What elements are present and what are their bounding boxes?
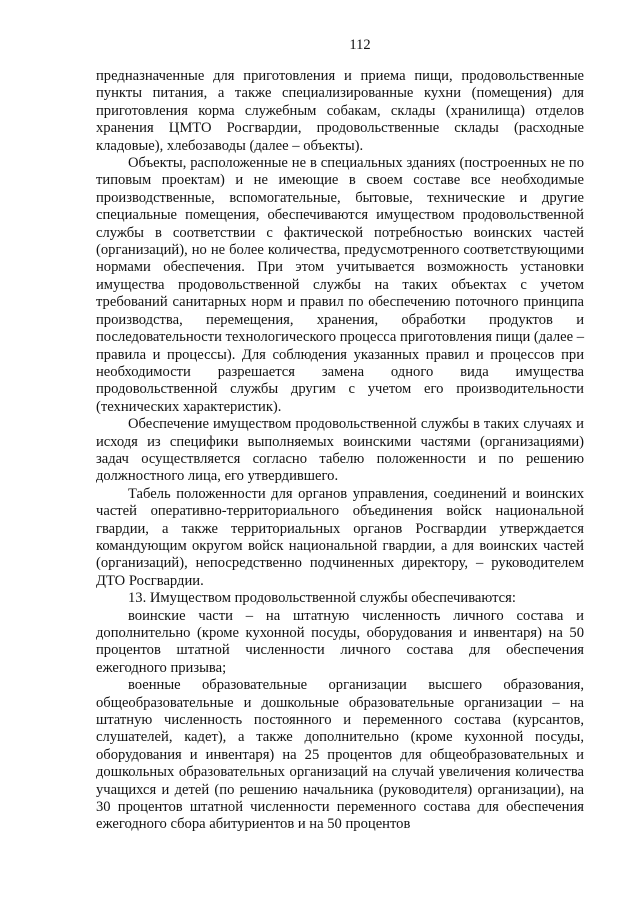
paragraph-supply-by-table: Обеспечение имуществом продовольственной службы в таких случаях и исходя из специфики выполняемых воинскими частями (организациями) задач осуществляется согласно табелю положенности и по решению должностного лица, его утвердившего. <box>96 416 584 485</box>
paragraph-objects-list-continuation: предназначенные для приготовления и приема пищи, продовольственные пункты питания, а также специализированные кухни (помещения) для приготовления корма служебным собакам, склады (хранилища) отделов хранения ЦМТО Росгвардии, продовольственные склады (расходные кладовые), хлебозаводы (далее – объекты). <box>96 68 584 154</box>
page-number: 112 <box>349 37 371 53</box>
paragraph-item-13-heading: 13. Имуществом продовольственной службы обеспечиваются: <box>128 590 516 607</box>
paragraph-table-approval: Табель положенности для органов управления, соединений и воинских частей оперативно-территориального объединения войск национальной гвардии, а также территориальных органов Росгвардии утверждается командующим округом войск национальной гвардии, а для воинских частей (организаций), непосредственно подчиненных директору, – руководителем ДТО Росгвардии. <box>96 485 584 589</box>
list-item-military-units: воинские части – на штатную численность личного состава и дополнительно (кроме кухонной посуды, оборудования и инвентаря) на 50 процентов штатной численности личного состава для обеспечения ежегодного призыва; <box>96 607 584 676</box>
list-item-educational-organizations: военные образовательные организации высшего образования, общеобразовательные и дошкольные образовательные организации – на штатную численность постоянного и переменного состава (курсантов, слушателей, кадет), а также дополнительно (кроме кухонной посуды, оборудования и инвентаря) на 25 процентов для общеобразовательных и дошкольных образовательных организаций на случай увеличения количества учащихся и детей (по решению начальника (руководителя) организации), на 30 процентов штатной численности переменного состава для обеспечения ежегодного сбора абитуриентов и на 50 процентов <box>96 677 584 833</box>
paragraph-non-special-buildings: Объекты, расположенные не в специальных зданиях (построенных не по типовым проектам) и не имеющие в своем составе все необходимые производственные, вспомогательные, бытовые, технические и другие специальные помещения, обеспечиваются имуществом продовольственной службы в соответствии с фактической потребностью воинских частей (организаций), но не более количества, предусмотренного соответствующими нормами обеспечения. При этом учитывается возможность установки имущества продовольственной службы на таких объектах с учетом требований санитарных норм и правил по обеспечению поточного принципа производства, перемещения, хранения, обработки продуктов и последовательности технологического процесса приготовления пищи (далее – правила и процессы). Для соблюдения указанных правил и процессов при необходимости разрешается замена одного вида имущества продовольственной службы другим с учетом его производительности (технических характеристик). <box>96 155 584 415</box>
